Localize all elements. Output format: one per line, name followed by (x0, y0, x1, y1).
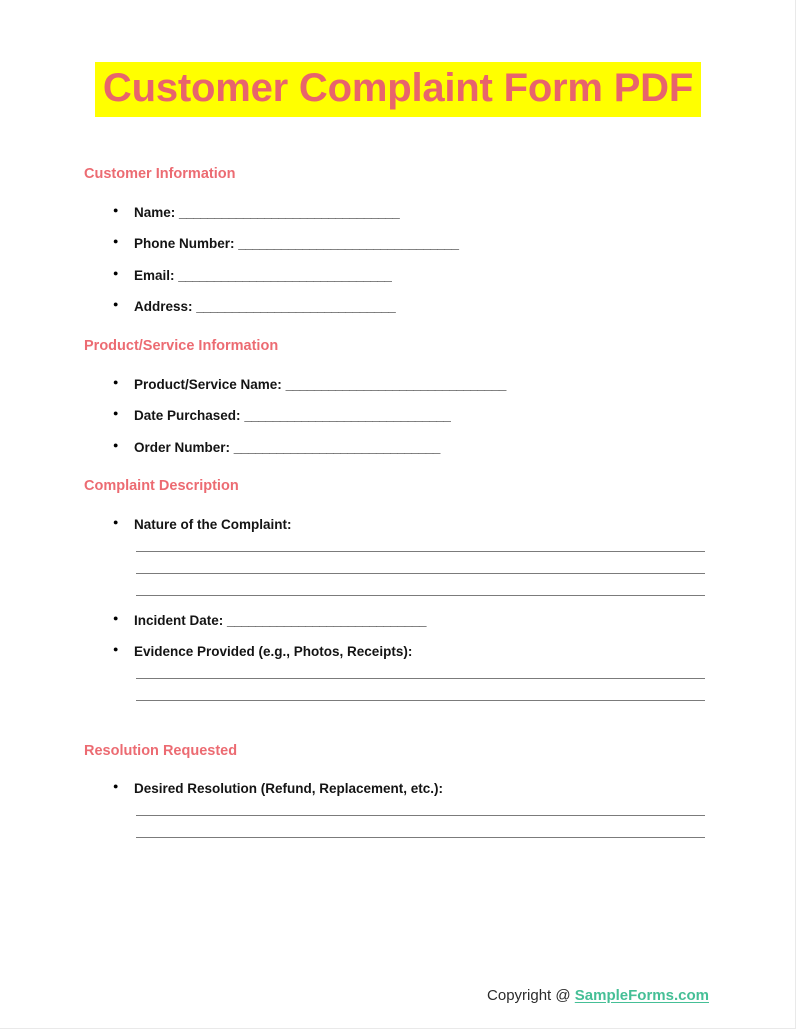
field-list (84, 378, 714, 455)
field-list (84, 518, 714, 719)
field-list (84, 206, 714, 314)
field-fill-line[interactable]: ______________________________ (178, 267, 392, 283)
form-field-row (84, 409, 714, 423)
section-heading: Product/Service Information (84, 337, 279, 354)
form-field-row (84, 300, 714, 314)
form-section (84, 477, 714, 741)
spacer (84, 627, 714, 645)
title-container (0, 62, 796, 117)
field-list (84, 782, 714, 856)
form-field-row (84, 378, 714, 392)
section-heading: Complaint Description (84, 478, 239, 495)
write-in-area[interactable] (84, 551, 714, 596)
field-fill-line[interactable]: ____________________________ (196, 299, 396, 315)
spacer (84, 760, 714, 782)
field-fill-line[interactable]: _____________________________ (244, 408, 451, 424)
field-label: Evidence Provided (e.g., Photos, Receipts): (134, 644, 413, 660)
write-in-area[interactable] (84, 815, 714, 838)
write-in-area[interactable] (84, 678, 714, 701)
spacer (84, 423, 714, 441)
ruled-line (136, 678, 705, 679)
form-field-row (84, 782, 714, 796)
field-fill-line[interactable]: _______________________________ (238, 236, 459, 252)
form-field-row (84, 206, 714, 220)
ruled-line (136, 573, 705, 574)
spacer (84, 391, 714, 409)
copyright-label: Copyright @ (487, 987, 571, 1004)
field-fill-line[interactable]: _______________________________ (285, 376, 506, 392)
field-fill-line[interactable]: _______________________________ (179, 204, 400, 220)
field-label: Order Number: (134, 439, 231, 455)
form-field-row (84, 645, 714, 659)
form-section (84, 742, 714, 856)
section-heading: Resolution Requested (84, 742, 238, 759)
form-body (84, 165, 714, 856)
page-title: Customer Complaint Form PDF (95, 62, 701, 117)
field-label: Name: (134, 204, 176, 220)
field-label: Nature of the Complaint: (134, 517, 292, 533)
spacer (84, 596, 714, 614)
form-section (84, 165, 714, 337)
ruled-line (136, 551, 705, 552)
field-label: Desired Resolution (Refund, Replacement, etc.): (134, 781, 444, 797)
spacer (84, 496, 714, 518)
field-label: Date Purchased: (134, 408, 241, 424)
footer (487, 987, 709, 1005)
spacer (84, 838, 714, 856)
form-field-row (84, 518, 714, 532)
sampleforms-link[interactable]: SampleForms.com (574, 987, 709, 1004)
field-fill-line[interactable]: ____________________________ (227, 612, 427, 628)
spacer (84, 356, 714, 378)
spacer (84, 314, 714, 337)
spacer (84, 719, 714, 742)
field-label: Phone Number: (134, 236, 235, 252)
spacer (84, 251, 714, 269)
form-section (84, 337, 714, 477)
field-label: Incident Date: (134, 612, 224, 628)
field-fill-line[interactable]: _____________________________ (233, 439, 440, 455)
field-label: Email: (134, 267, 175, 283)
spacer (84, 454, 714, 477)
form-field-row (84, 237, 714, 251)
form-field-row (84, 269, 714, 283)
field-label: Product/Service Name: (134, 376, 282, 392)
field-label: Address: (134, 299, 193, 315)
spacer (84, 282, 714, 300)
spacer (84, 184, 714, 206)
section-heading: Customer Information (84, 166, 236, 182)
form-field-row (84, 614, 714, 628)
spacer (84, 701, 714, 719)
ruled-line (136, 815, 705, 816)
form-field-row (84, 441, 714, 455)
spacer (84, 219, 714, 237)
